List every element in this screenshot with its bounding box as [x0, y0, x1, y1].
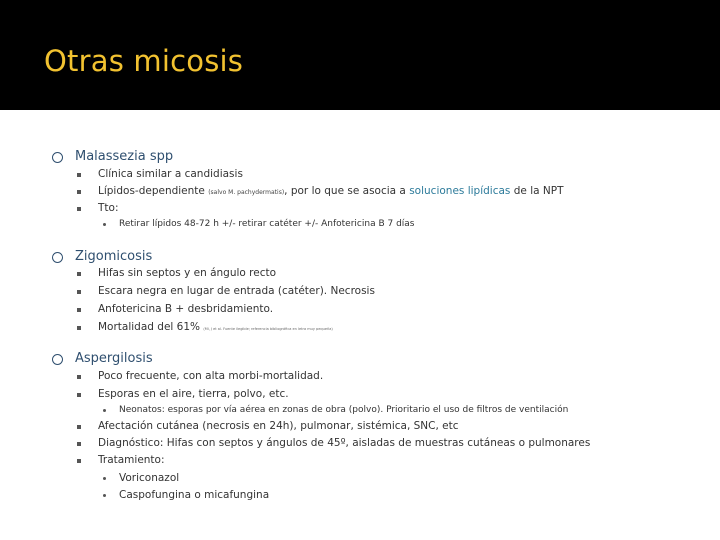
list-item-text: Poco frecuente, con alta morbi-mortalidad. [98, 370, 324, 382]
list-item-text [98, 321, 333, 333]
square-bullet-icon [77, 308, 81, 312]
sub-list-item-text: Retirar lípidos 48-72 h +/- retirar catéter +/- Anfotericina B 7 días [119, 219, 415, 229]
text-main: Mortalidad del 61% [98, 321, 201, 333]
list-item-text: Clínica similar a candidiasis [98, 168, 243, 180]
text-prefix: Lípidos-dependiente [98, 185, 209, 197]
square-bullet-icon [77, 425, 81, 429]
list-item-text: Tratamiento: [98, 454, 165, 466]
square-bullet-icon [77, 207, 81, 211]
sub-list-item-text: Caspofungina o micafungina [119, 489, 270, 501]
circle-bullet-icon [52, 152, 63, 163]
text-suffix: de la NPT [510, 185, 564, 197]
dot-bullet-icon [103, 494, 106, 497]
dot-bullet-icon [103, 223, 106, 226]
square-bullet-icon [77, 442, 81, 446]
sub-list-item-text: Voriconazol [119, 472, 180, 484]
square-bullet-icon [77, 375, 81, 379]
list-item-text: Escara negra en lugar de entrada (catéter). Necrosis [98, 285, 375, 297]
list-item-text: Esporas en el aire, tierra, polvo, etc. [98, 388, 289, 400]
section-heading-text: Aspergilosis [75, 351, 153, 366]
text-highlight: soluciones lipídicas [409, 185, 511, 197]
list-item-text: Tto: [98, 202, 119, 214]
square-bullet-icon [77, 190, 81, 194]
list-item-text: Afectación cutánea (necrosis en 24h), pulmonar, sistémica, SNC, etc [98, 420, 459, 432]
square-bullet-icon [77, 173, 81, 177]
section-heading-text: Zigomicosis [75, 249, 153, 264]
text-small: (salvo M. pachydermatis) [208, 189, 285, 196]
square-bullet-icon [77, 459, 81, 463]
citation-text: (Mi, J et al. Fuente ilegible; referencia bibliográfica en letra muy pequeña) [203, 327, 333, 331]
list-item-text: Anfotericina B + desbridamiento. [98, 303, 274, 315]
list-item-text: Diagnóstico: Hifas con septos y ángulos de 45º, aisladas de muestras cutáneas o pulmonares [98, 437, 591, 449]
square-bullet-icon [77, 393, 81, 397]
square-bullet-icon [77, 326, 81, 330]
sub-list-item-text: Neonatos: esporas por vía aérea en zonas de obra (polvo). Prioritario el uso de filtros de ventilación [119, 405, 569, 415]
section-heading-text: Malassezia spp [75, 149, 174, 164]
dot-bullet-icon [103, 477, 106, 480]
square-bullet-icon [77, 290, 81, 294]
slide-title: Otras micosis [44, 44, 244, 78]
square-bullet-icon [77, 272, 81, 276]
text-middle: , por lo que se asocia a [284, 185, 410, 197]
list-item-text [98, 185, 563, 197]
list-item-text: Hifas sin septos y en ángulo recto [98, 267, 277, 279]
circle-bullet-icon [52, 252, 63, 263]
dot-bullet-icon [103, 409, 106, 412]
circle-bullet-icon [52, 354, 63, 365]
